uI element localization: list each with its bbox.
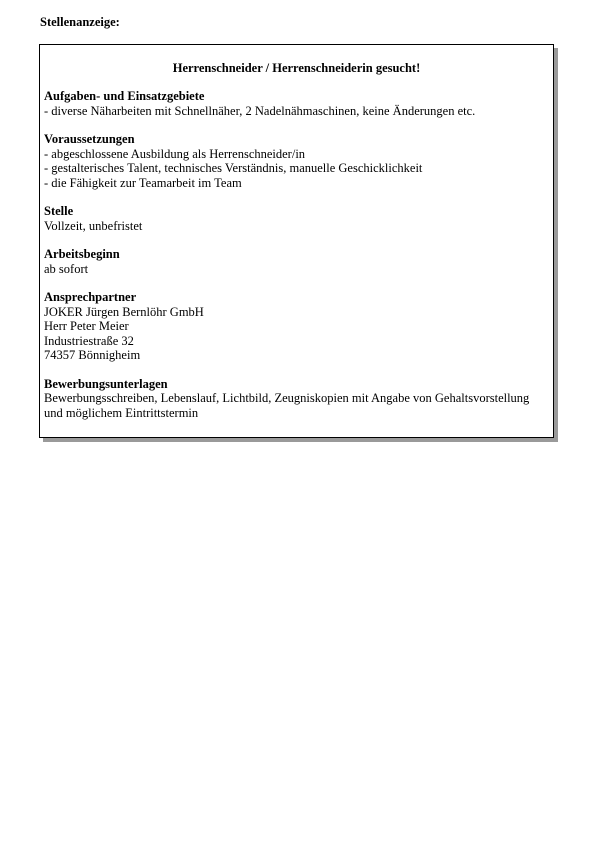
section-line: Bewerbungsschreiben, Lebenslauf, Lichtbild, Zeugniskopien mit Angabe von Gehaltsvorstellung und möglichem Eintrittstermin: [44, 391, 530, 420]
job-ad-title: Herrenschneider / Herrenschneiderin gesucht!: [172, 61, 421, 75]
section-line: ab sofort: [44, 261, 89, 276]
section-position: [44, 204, 553, 233]
section-requirements: [44, 132, 553, 190]
contact-street: Industriestraße 32: [44, 333, 134, 348]
section-tasks: [44, 89, 553, 118]
contact-city: 74357 Bönnigheim: [44, 348, 141, 362]
section-line: - gestalterisches Talent, technisches Verständnis, manuelle Geschicklichkeit: [44, 161, 423, 175]
contact-person: Herr Peter Meier: [44, 319, 129, 333]
page-label: Stellenanzeige:: [40, 15, 120, 29]
job-ad-box: [39, 44, 554, 438]
section-heading: Voraussetzungen: [44, 132, 135, 146]
section-application-documents: [44, 377, 553, 421]
section-line: - abgeschlossene Ausbildung als Herrenschneider/in: [44, 146, 306, 161]
contact-company: JOKER Jürgen Bernlöhr GmbH: [44, 304, 204, 319]
section-line: - die Fähigkeit zur Teamarbeit im Team: [44, 175, 242, 190]
section-contact: [44, 290, 553, 363]
section-heading: Aufgaben- und Einsatzgebiete: [44, 89, 205, 103]
section-start-date: [44, 247, 553, 276]
section-line: Vollzeit, unbefristet: [44, 218, 143, 233]
section-heading: Arbeitsbeginn: [44, 247, 120, 261]
section-heading: Stelle: [44, 204, 74, 218]
section-heading: Bewerbungsunterlagen: [44, 376, 168, 391]
section-heading: Ansprechpartner: [44, 290, 137, 304]
section-line: - diverse Näharbeiten mit Schnellnäher, 2 Nadelnähmaschinen, keine Änderungen etc.: [44, 103, 476, 118]
